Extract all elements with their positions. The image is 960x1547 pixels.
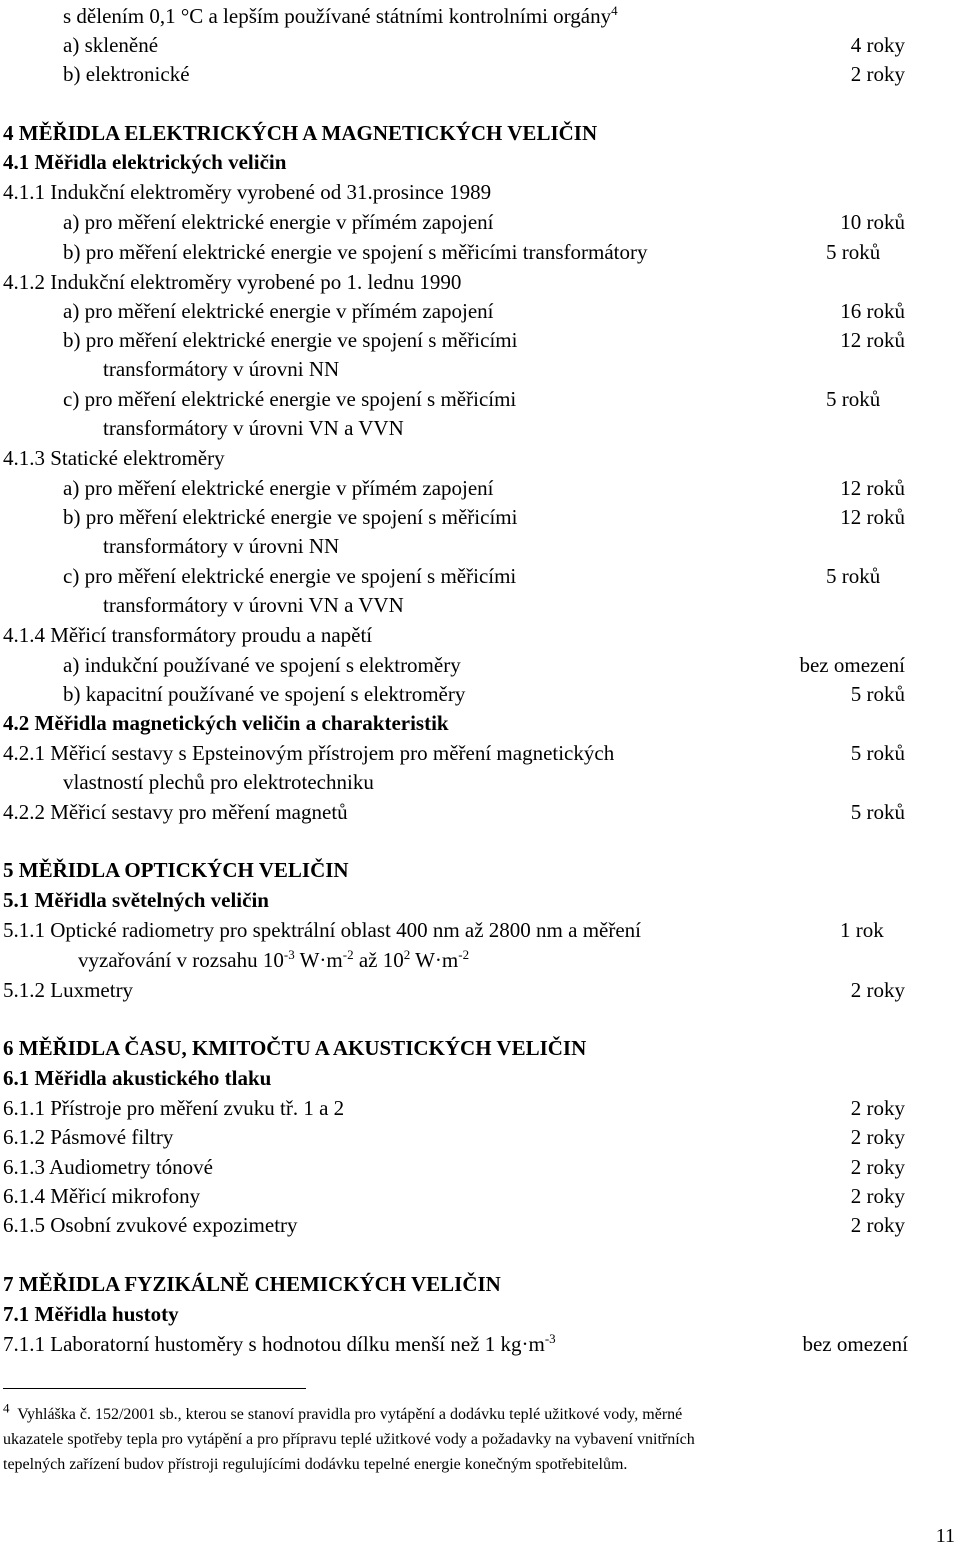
section-heading: 5 MĚŘIDLA OPTICKÝCH VELIČIN [3, 858, 349, 882]
subsection-heading: 7.1 Měřidla hustoty [3, 1302, 179, 1326]
item-heading: 4.1.4 Měřicí transformátory proudu a napětí [3, 623, 373, 647]
item-label: b) pro měření elektrické energie ve spojení s měřicími [63, 505, 518, 529]
item-value: 5 roků [826, 564, 881, 588]
item-value: 2 roky [850, 62, 905, 86]
item-value: 4 roky [850, 33, 905, 57]
section-heading: 6 MĚŘIDLA ČASU, KMITOČTU A AKUSTICKÝCH VELIČIN [3, 1036, 587, 1060]
item-value: 12 roků [840, 505, 905, 529]
item-label: a) indukční používané ve spojení s elektroměry [63, 653, 461, 677]
item-label: b) pro měření elektrické energie ve spojení s měřicími transformátory [63, 240, 648, 264]
page-number: 11 [935, 1525, 955, 1547]
item-label: a) skleněné [63, 33, 159, 57]
item-label: b) elektronické [63, 62, 190, 86]
item-heading: 6.1.5 Osobní zvukové expozimetry [3, 1213, 298, 1237]
item-label: b) pro měření elektrické energie ve spojení s měřicími [63, 328, 518, 352]
item-label: a) pro měření elektrické energie v přímém zapojení [63, 299, 494, 323]
item-heading: 5.1.2 Luxmetry [3, 978, 134, 1002]
item-value: 2 roky [850, 1125, 905, 1149]
exponent: -2 [342, 947, 354, 962]
item-heading: 4.1.3 Statické elektroměry [3, 446, 225, 470]
item-heading [3, 1332, 556, 1356]
item-value: 5 roků [850, 682, 905, 706]
item-value: 5 roků [826, 240, 881, 264]
item-label: b) kapacitní používané ve spojení s elektroměry [63, 682, 466, 706]
item-label: c) pro měření elektrické energie ve spojení s měřicími [63, 387, 517, 411]
subsection-heading: 5.1 Měřidla světelných veličin [3, 888, 269, 912]
section-heading: 4 MĚŘIDLA ELEKTRICKÝCH A MAGNETICKÝCH VELIČIN [3, 121, 598, 145]
item-value: 2 roky [850, 1155, 905, 1179]
item-value: 12 roků [840, 476, 905, 500]
footnote-line: tepelných zařízení budov přístroji regulujícími dodávku tepelné energie konečným spotřebitelům. [3, 1456, 628, 1473]
footnote-line: ukazatele spotřeby tepla pro vytápění a pro přípravu teplé užitkové vody a požadavky na vybavení vnitřních [3, 1431, 695, 1448]
item-label: a) pro měření elektrické energie v přímém zapojení [63, 210, 494, 234]
item-value: 10 roků [840, 210, 905, 234]
footnote-mark: 4 [3, 1400, 10, 1416]
item-value: 5 roků [850, 741, 905, 765]
intro-line [63, 4, 618, 28]
item-label: a) pro měření elektrické energie v přímém zapojení [63, 476, 494, 500]
item-value: 2 roky [850, 1213, 905, 1237]
item-label-cont: transformátory v úrovni NN [103, 534, 340, 558]
text-segment: až 10 [353, 948, 404, 972]
item-value: 5 roků [850, 800, 905, 824]
item-value: bez omezení [799, 653, 905, 677]
item-value: 2 roky [850, 1184, 905, 1208]
item-value: 12 roků [840, 328, 905, 352]
item-label-cont: vlastností plechů pro elektrotechniku [63, 770, 374, 794]
subsection-heading: 6.1 Měřidla akustického tlaku [3, 1066, 272, 1090]
subsection-heading: 4.2 Měřidla magnetických veličin a charakteristik [3, 711, 449, 735]
intro-text: s dělením 0,1 °C a lepším používané státními kontrolními orgány [63, 4, 612, 28]
item-heading: 5.1.1 Optické radiometry pro spektrální oblast 400 nm až 2800 nm a měření [3, 918, 642, 942]
item-value: 16 roků [840, 299, 905, 323]
item-label-cont: transformátory v úrovni NN [103, 357, 340, 381]
item-heading: 4.2.2 Měřicí sestavy pro měření magnetů [3, 800, 348, 824]
item-label-cont [78, 948, 469, 972]
item-heading: 4.1.2 Indukční elektroměry vyrobené po 1. lednu 1990 [3, 270, 462, 294]
item-value: 2 roky [850, 978, 905, 1002]
exponent: -2 [458, 947, 470, 962]
footnote-ref: 4 [611, 3, 618, 18]
item-label: c) pro měření elektrické energie ve spojení s měřicími [63, 564, 517, 588]
footnote-text: Vyhláška č. 152/2001 sb., kterou se stanoví pravidla pro vytápění a dodávku teplé užitkové vody, měrné [17, 1406, 683, 1423]
exponent: -3 [283, 947, 295, 962]
item-heading: 6.1.2 Pásmové filtry [3, 1125, 174, 1149]
exponent: -3 [544, 1331, 556, 1346]
item-value: bez omezení [802, 1332, 908, 1356]
item-value: 2 roky [850, 1096, 905, 1120]
section-heading: 7 MĚŘIDLA FYZIKÁLNĚ CHEMICKÝCH VELIČIN [3, 1272, 501, 1296]
exponent: 2 [403, 947, 411, 962]
text-segment: vyzařování v rozsahu 10 [78, 948, 284, 972]
footnote-line [3, 1400, 957, 1425]
item-heading: 6.1.4 Měřicí mikrofony [3, 1184, 201, 1208]
text-segment: W·m [410, 948, 459, 972]
item-label-cont: transformátory v úrovni VN a VVN [103, 416, 404, 440]
item-label-cont: transformátory v úrovni VN a VVN [103, 593, 404, 617]
item-value: 5 roků [826, 387, 881, 411]
text-segment: 7.1.1 Laboratorní hustoměry s hodnotou dílku menší než 1 kg·m [3, 1332, 545, 1356]
item-heading: 6.1.1 Přístroje pro měření zvuku tř. 1 a 2 [3, 1096, 345, 1120]
subsection-heading: 4.1 Měřidla elektrických veličin [3, 150, 287, 174]
item-heading: 6.1.3 Audiometry tónové [3, 1155, 213, 1179]
item-heading: 4.2.1 Měřicí sestavy s Epsteinovým přístrojem pro měření magnetických [3, 741, 615, 765]
text-segment: W·m [294, 948, 343, 972]
item-heading: 4.1.1 Indukční elektroměry vyrobené od 31.prosince 1989 [3, 180, 492, 204]
item-value: 1 rok [840, 918, 884, 942]
footnote-rule [3, 1388, 306, 1389]
